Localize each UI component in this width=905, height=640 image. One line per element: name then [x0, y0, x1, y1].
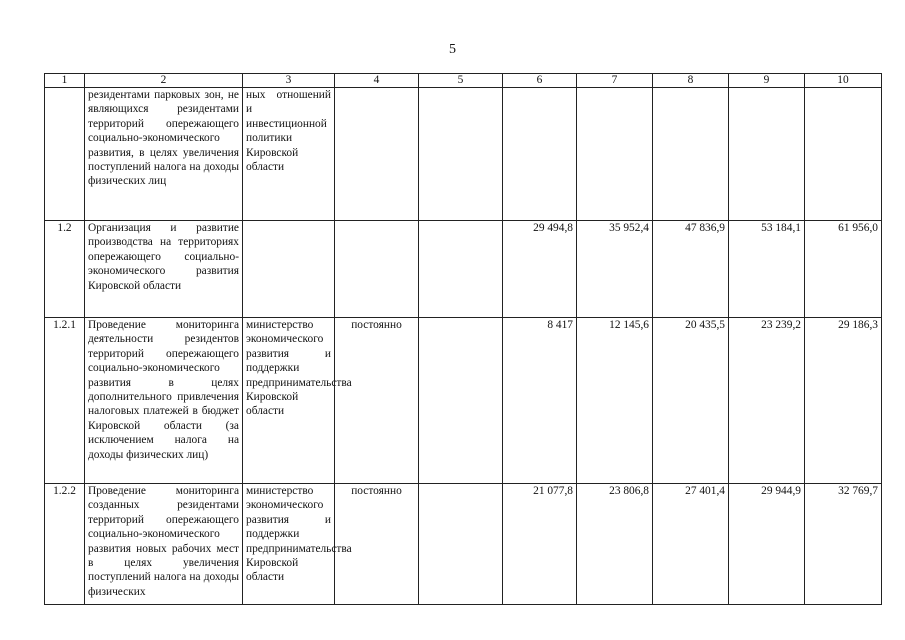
value-col-8: 20 435,5	[653, 318, 729, 484]
column-5-cell	[419, 88, 503, 221]
header-cell: 7	[577, 74, 653, 88]
value-col-7	[577, 88, 653, 221]
value-col-9	[729, 88, 805, 221]
executor: ных отношений и инвестиционной политики Кировской области	[243, 88, 335, 221]
table-row	[45, 221, 882, 318]
header-cell: 3	[243, 74, 335, 88]
table-row	[45, 318, 882, 484]
executor: министерство экономического развития и поддержки предпринимательства Кировской области	[243, 318, 335, 484]
page-number: 5	[449, 42, 456, 57]
value-col-10: 32 769,7	[805, 484, 882, 605]
value-col-8: 47 836,9	[653, 221, 729, 318]
value-col-6: 29 494,8	[503, 221, 577, 318]
value-col-8	[653, 88, 729, 221]
value-col-10: 29 186,3	[805, 318, 882, 484]
column-5-cell	[419, 484, 503, 605]
executor: министерство экономического развития и поддержки предпринимательства Кировской области	[243, 484, 335, 605]
table-row	[45, 88, 882, 221]
executor	[243, 221, 335, 318]
measure-name: Проведение мониторинга созданных резидентами территорий опережающего социально-экономического развития новых рабочих мест в целях увеличения поступлений налога на доходы физических	[85, 484, 243, 605]
term: постоянно	[335, 484, 419, 605]
column-5-cell	[419, 221, 503, 318]
column-number-header-row	[45, 74, 882, 88]
value-col-6: 8 417	[503, 318, 577, 484]
measures-table	[44, 73, 882, 605]
header-cell: 5	[419, 74, 503, 88]
value-col-7: 23 806,8	[577, 484, 653, 605]
term: постоянно	[335, 318, 419, 484]
value-col-9: 53 184,1	[729, 221, 805, 318]
table-row	[45, 484, 882, 605]
header-cell: 2	[85, 74, 243, 88]
header-cell: 10	[805, 74, 882, 88]
value-col-9: 29 944,9	[729, 484, 805, 605]
row-code: 1.2	[45, 221, 85, 318]
header-cell: 4	[335, 74, 419, 88]
measure-name: Организация и развитие производства на территориях опережающего социально-экономического развития Кировской области	[85, 221, 243, 318]
value-col-8: 27 401,4	[653, 484, 729, 605]
value-col-9: 23 239,2	[729, 318, 805, 484]
measure-name: резидентами парковых зон, не являющихся резидентами территорий опережающего социально-экономического развития, в целях увеличения поступлений налога на доходы физических лиц	[85, 88, 243, 221]
measure-name: Проведение мониторинга деятельности резидентов территорий опережающего социально-экономического развития в целях дополнительного привлечения налоговых платежей в бюджет Кировской области (за исключением налога на доходы физических лиц)	[85, 318, 243, 484]
header-cell: 6	[503, 74, 577, 88]
row-code: 1.2.1	[45, 318, 85, 484]
row-code: 1.2.2	[45, 484, 85, 605]
value-col-10: 61 956,0	[805, 221, 882, 318]
value-col-6: 21 077,8	[503, 484, 577, 605]
header-cell: 9	[729, 74, 805, 88]
column-5-cell	[419, 318, 503, 484]
term	[335, 88, 419, 221]
term	[335, 221, 419, 318]
value-col-7: 35 952,4	[577, 221, 653, 318]
row-code	[45, 88, 85, 221]
value-col-6	[503, 88, 577, 221]
value-col-10	[805, 88, 882, 221]
value-col-7: 12 145,6	[577, 318, 653, 484]
header-cell: 8	[653, 74, 729, 88]
header-cell: 1	[45, 74, 85, 88]
